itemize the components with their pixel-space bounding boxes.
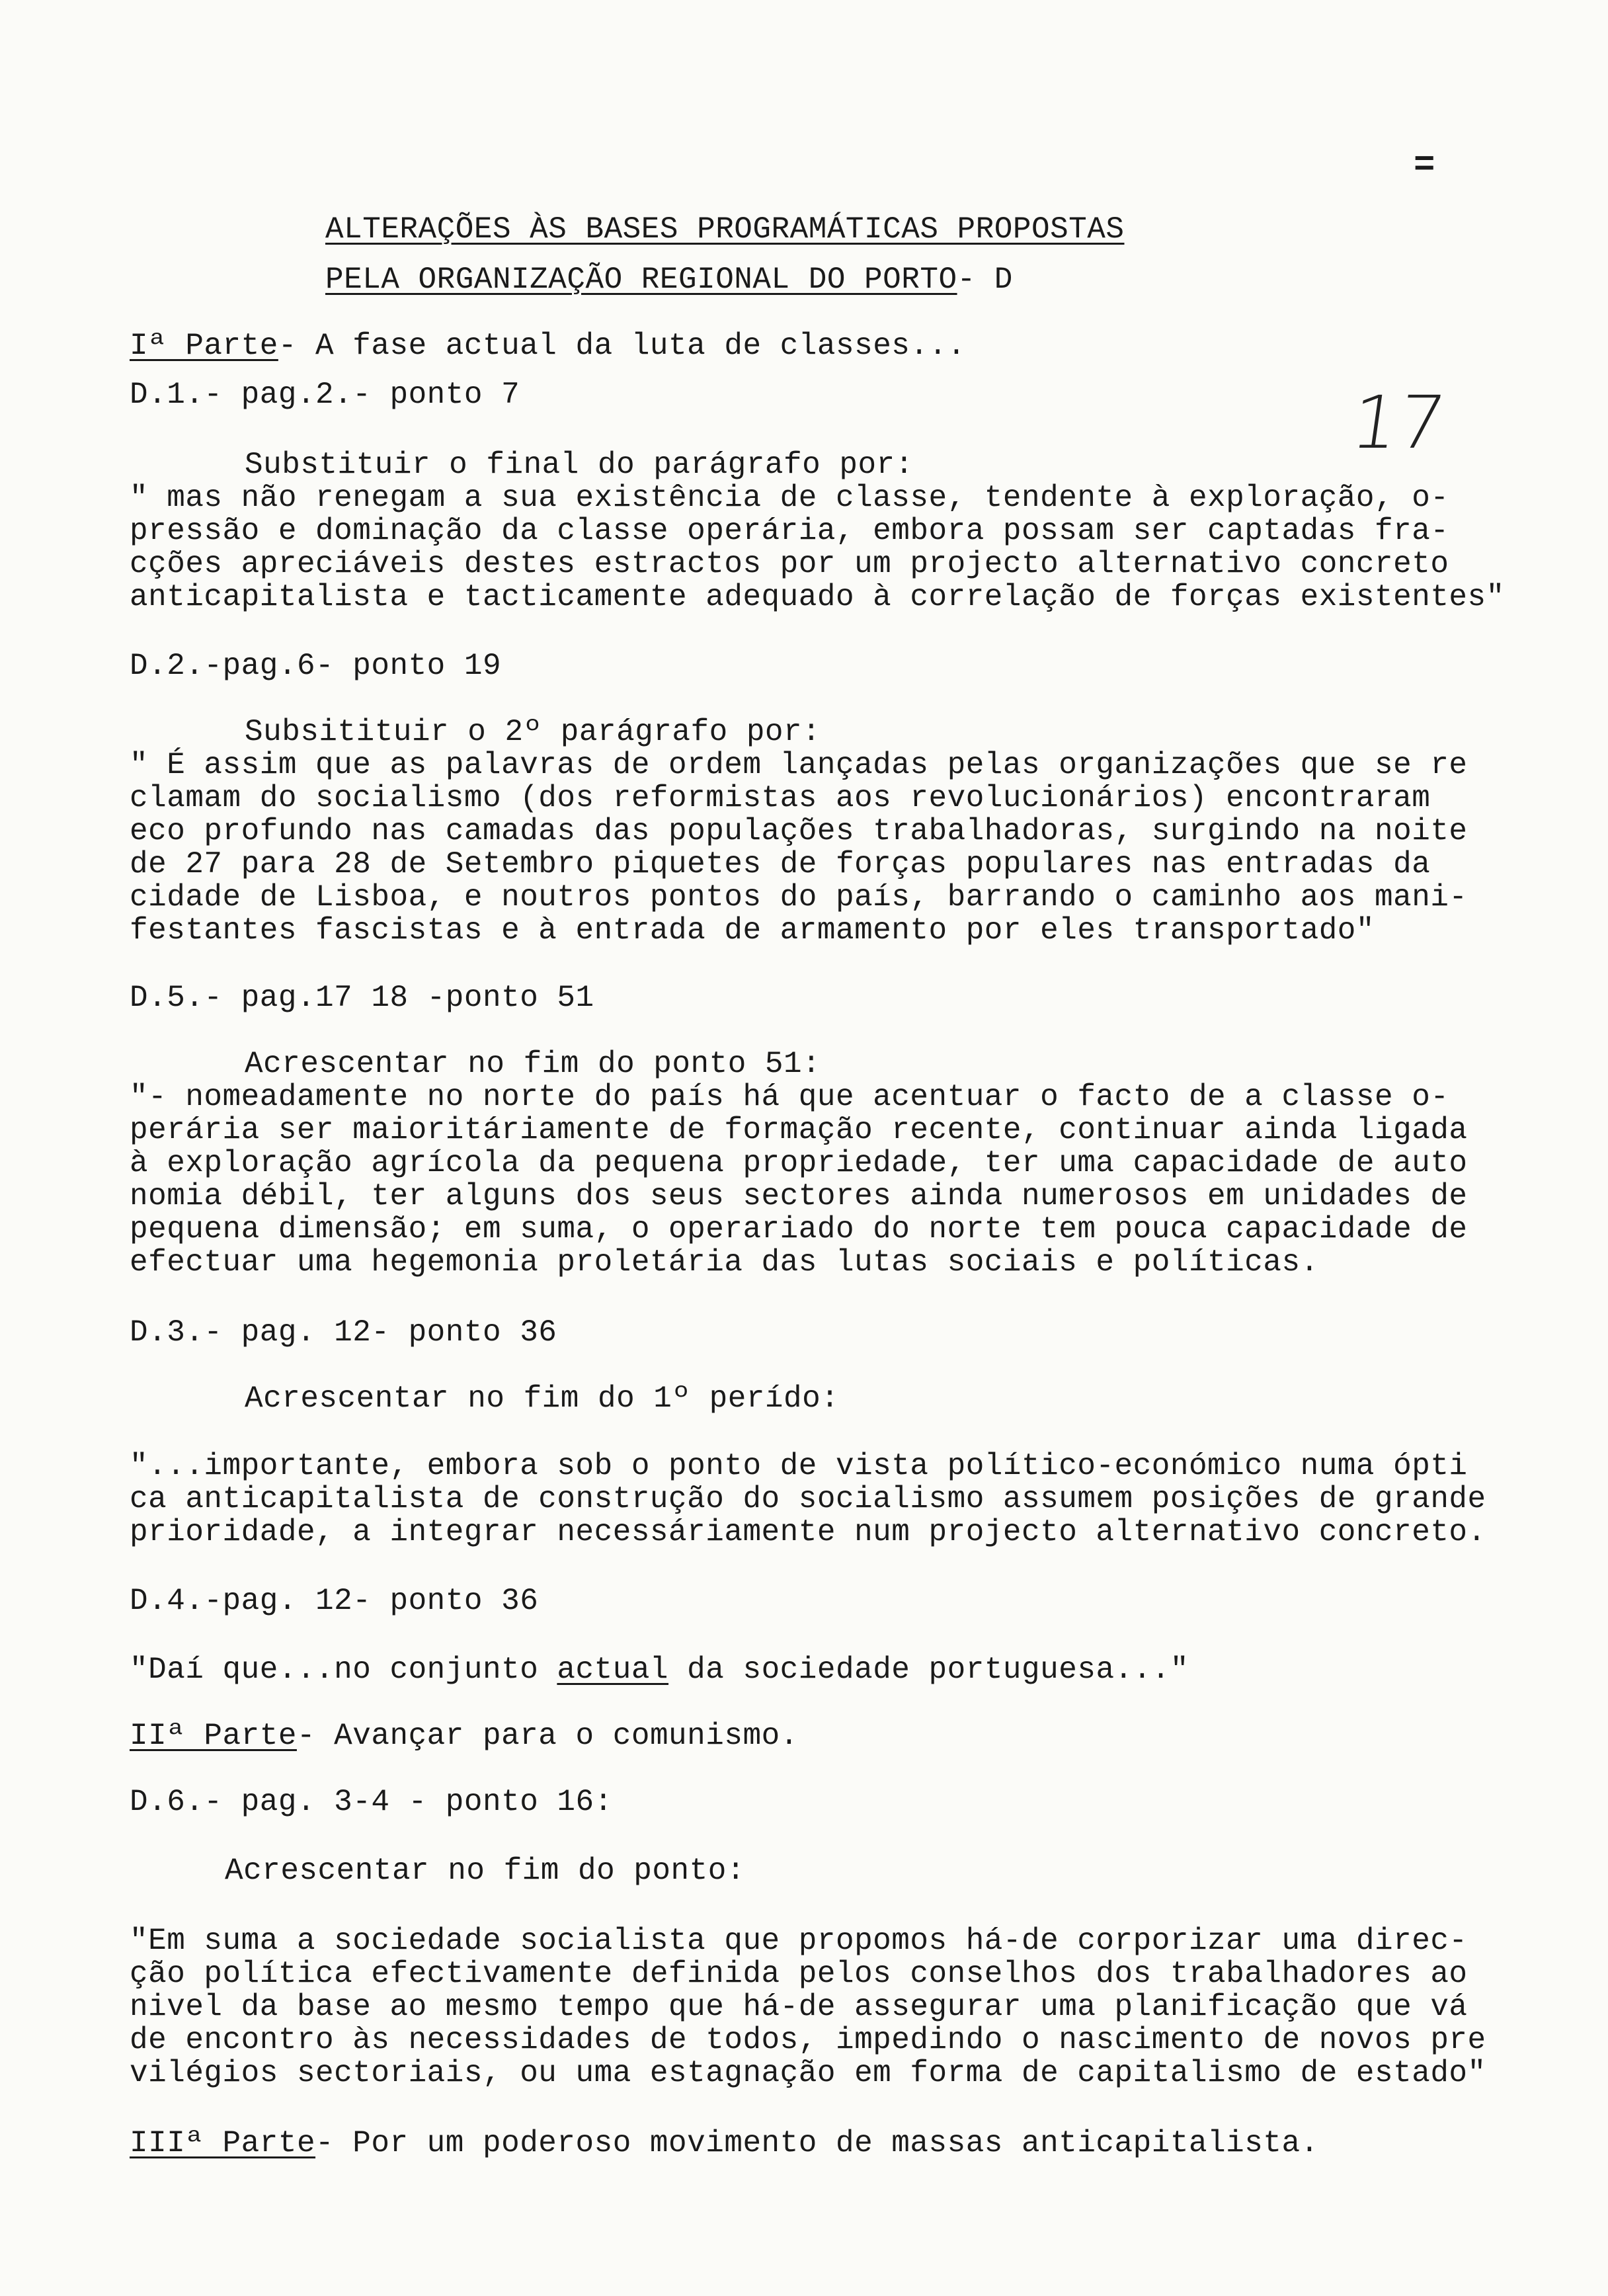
d1-line: cções apreciáveis destes estractos por um projecto alternativo concreto bbox=[130, 547, 1449, 581]
d2-line: cidade de Lisboa, e noutros pontos do país, barrando o caminho aos mani- bbox=[130, 880, 1468, 915]
part-2-label: IIª Parte bbox=[130, 1719, 297, 1753]
d2-line: " É assim que as palavras de ordem lançadas pelas organizações que se re bbox=[130, 748, 1468, 782]
d1-intro: Substituir o final do parágrafo por: bbox=[245, 448, 914, 482]
corner-mark: = bbox=[1414, 145, 1435, 186]
d3-heading: D.3.- pag. 12- ponto 36 bbox=[130, 1315, 557, 1350]
part-1-title: - A fase actual da luta de classes... bbox=[278, 329, 966, 363]
part-2-title: - Avançar para o comunismo. bbox=[296, 1719, 799, 1753]
d6-intro: Acrescentar no fim do ponto: bbox=[225, 1854, 745, 1888]
d3-line: prioridade, a integrar necessáriamente num projecto alternativo concreto. bbox=[130, 1515, 1486, 1549]
d5-line: à exploração agrícola da pequena propriedade, ter uma capacidade de auto bbox=[130, 1146, 1468, 1180]
part-2-heading bbox=[130, 1719, 799, 1752]
d1-line: pressão e dominação da classe operária, embora possam ser captadas fra- bbox=[130, 514, 1449, 548]
d6-heading: D.6.- pag. 3-4 - ponto 16: bbox=[130, 1785, 613, 1819]
d1-line: anticapitalista e tacticamente adequado à correlação de forças existentes" bbox=[130, 580, 1505, 614]
d4-quote bbox=[130, 1653, 1189, 1686]
part-3-title: - Por um poderoso movimento de massas anticapitalista. bbox=[315, 2126, 1319, 2160]
d6-line: vilégios sectoriais, ou uma estagnação em forma de capitalismo de estado" bbox=[130, 2056, 1486, 2090]
d4-heading: D.4.-pag. 12- ponto 36 bbox=[130, 1584, 539, 1618]
d4-quote-underlined: actual bbox=[557, 1653, 669, 1687]
d3-intro: Acrescentar no fim do 1º perído: bbox=[245, 1381, 840, 1416]
d5-line: nomia débil, ter alguns dos seus sectores ainda numerosos em unidades de bbox=[130, 1179, 1468, 1213]
part-1-label: Iª Parte bbox=[130, 329, 278, 363]
d5-heading: D.5.- pag.17 18 -ponto 51 bbox=[130, 981, 594, 1015]
d2-line: eco profundo nas camadas das populações trabalhadoras, surgindo na noite bbox=[130, 814, 1468, 848]
d6-line: "Em suma a sociedade socialista que propomos há-de corporizar uma direc- bbox=[130, 1924, 1468, 1958]
handwritten-page-number: 17 bbox=[1346, 380, 1451, 465]
d2-line: festantes fascistas e à entrada de armamento por eles transportado" bbox=[130, 913, 1375, 948]
title-line-2-suffix: - D bbox=[957, 263, 1013, 297]
d3-line: ca anticapitalista de construção do socialismo assumem posições de grande bbox=[130, 1482, 1486, 1516]
title-line-1: ALTERAÇÕES ÀS BASES PROGRAMÁTICAS PROPOSTAS bbox=[325, 212, 1125, 247]
d2-line: clamam do socialismo (dos reformistas aos revolucionários) encontraram bbox=[130, 781, 1431, 815]
d1-line: " mas não renegam a sua existência de classe, tendente à exploração, o- bbox=[130, 481, 1449, 515]
d5-line: "- nomeadamente no norte do país há que acentuar o facto de a classe o- bbox=[130, 1080, 1449, 1114]
d4-quote-end: da sociedade portuguesa..." bbox=[668, 1653, 1189, 1687]
d6-line: de encontro às necessidades de todos, impedindo o nascimento de novos pre bbox=[130, 2023, 1486, 2057]
title-line-2 bbox=[325, 263, 1013, 296]
title-line-2-text: PELA ORGANIZAÇÃO REGIONAL DO PORTO bbox=[325, 263, 957, 297]
d2-heading: D.2.-pag.6- ponto 19 bbox=[130, 649, 502, 683]
d5-line: perária ser maioritáriamente de formação recente, continuar ainda ligada bbox=[130, 1113, 1468, 1147]
d6-line: nivel da base ao mesmo tempo que há-de assegurar uma planificação que vá bbox=[130, 1990, 1468, 2024]
d5-line: efectuar uma hegemonia proletária das lutas sociais e políticas. bbox=[130, 1245, 1319, 1280]
d1-heading: D.1.- pag.2.- ponto 7 bbox=[130, 378, 520, 412]
d6-line: ção política efectivamente definida pelos conselhos dos trabalhadores ao bbox=[130, 1957, 1468, 1991]
d5-intro: Acrescentar no fim do ponto 51: bbox=[245, 1047, 821, 1081]
d3-line: "...importante, embora sob o ponto de vista político-económico numa ópti bbox=[130, 1449, 1468, 1483]
d4-quote-start: "Daí que...no conjunto bbox=[130, 1653, 557, 1687]
part-1-heading bbox=[130, 329, 966, 362]
part-3-heading bbox=[130, 2127, 1319, 2160]
d2-line: de 27 para 28 de Setembro piquetes de forças populares nas entradas da bbox=[130, 847, 1431, 882]
d2-intro: Subsitituir o 2º parágrafo por: bbox=[245, 715, 821, 749]
part-3-label: IIIª Parte bbox=[130, 2126, 316, 2160]
d5-line: pequena dimensão; em suma, o operariado do norte tem pouca capacidade de bbox=[130, 1212, 1468, 1247]
